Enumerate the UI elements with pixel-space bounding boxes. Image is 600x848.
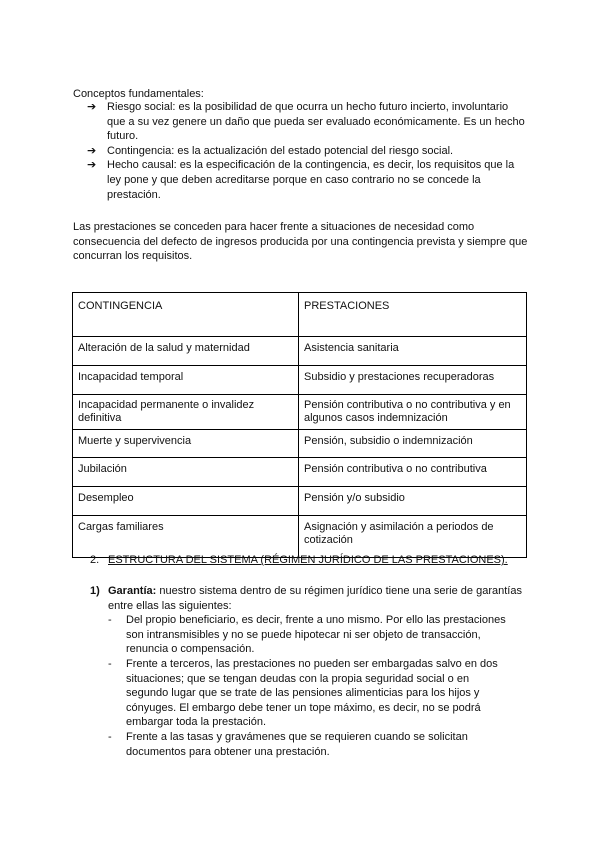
dash-bullet-icon: - <box>108 614 112 627</box>
arrow-bullet-icon: ➔ <box>87 101 97 113</box>
garantia-item-text: Frente a terceros, las prestaciones no pueden ser embargadas salvo en dos situaciones; que se tengan deudas con la propia seguridad social o en segundo lugar que se trate de las pensiones alimenticias para los hijos y cónyuges. El embargo debe tener un tope máximo, es decir, no se podrá embargar toda la prestación. <box>126 657 498 729</box>
garantias-list <box>90 613 508 759</box>
table-row <box>73 487 527 516</box>
concepts-heading: Conceptos fundamentales: <box>73 88 204 100</box>
garantia-number: 1) <box>90 585 100 597</box>
table-cell: Pensión, subsidio o indemnización <box>299 430 527 458</box>
table-row <box>73 430 527 458</box>
table-header-row <box>73 293 527 337</box>
list-item <box>108 657 508 730</box>
garantia-text: nuestro sistema dentro de su régimen jurídico tiene una serie de garantías entre ellas las siguientes: <box>108 585 522 612</box>
arrow-bullet-icon: ➔ <box>87 159 97 172</box>
garantia-block <box>90 584 535 759</box>
list-item <box>87 100 527 144</box>
column-header-contingencia: CONTINGENCIA <box>73 293 299 337</box>
table-row <box>73 458 527 487</box>
dash-bullet-icon: - <box>108 730 112 743</box>
garantia-label: Garantía: <box>108 585 157 597</box>
table-cell: Asignación y asimilación a periodos de cotización <box>299 516 527 558</box>
table-cell: Incapacidad temporal <box>73 366 299 395</box>
table-cell: Desempleo <box>73 487 299 516</box>
list-item <box>108 613 508 657</box>
list-item <box>87 144 527 159</box>
arrow-bullet-icon: ➔ <box>87 144 97 157</box>
dash-bullet-icon: - <box>108 657 112 670</box>
table-cell: Cargas familiares <box>73 516 299 558</box>
table-cell: Alteración de la salud y maternidad <box>73 337 299 366</box>
table-cell: Muerte y supervivencia <box>73 430 299 458</box>
concept-hecho-causal: Hecho causal: es la especificación de la contingencia, es decir, los requisitos que la ley pone y que deben acreditarse porque en caso contrario no se concede la prestación. <box>107 159 515 201</box>
garantia-item-text: Frente a las tasas y gravámenes que se requieren cuando se solicitan documentos para obtener una prestación. <box>126 730 468 758</box>
list-item <box>87 158 527 202</box>
section-number: 2. <box>90 554 100 566</box>
table-cell: Pensión contributiva o no contributiva <box>299 458 527 487</box>
table-row <box>73 337 527 366</box>
table-row <box>73 366 527 395</box>
contingencias-table <box>72 292 527 558</box>
garantia-item-text: Del propio beneficiario, es decir, frente a uno mismo. Por ello las prestaciones son intransmisibles y no se puede hipotecar ni ser objeto de transacción, renuncia o compensación. <box>126 614 506 656</box>
concept-riesgo-social: Riesgo social: es la posibilidad de que ocurra un hecho futuro incierto, involuntario que a su vez genere un daño que pueda ser evaluado económicamente. Es un hecho futuro. <box>107 101 525 143</box>
section-heading <box>90 553 508 568</box>
prestaciones-paragraph: Las prestaciones se conceden para hacer frente a situaciones de necesidad como consecuencia del defecto de ingresos producida por una contingencia prevista y siempre que concurran los requisitos. <box>73 221 528 263</box>
table-cell: Incapacidad permanente o invalidez definitiva <box>73 395 299 430</box>
table-cell: Pensión y/o subsidio <box>299 487 527 516</box>
concept-contingencia: Contingencia: es la actualización del estado potencial del riesgo social. <box>107 144 454 157</box>
table-cell: Pensión contributiva o no contributiva y en algunos casos indemnización <box>299 395 527 430</box>
concepts-list <box>87 100 527 202</box>
column-header-prestaciones: PRESTACIONES <box>299 293 527 337</box>
table-row <box>73 395 527 430</box>
list-item <box>108 730 508 759</box>
table-row <box>73 516 527 558</box>
table-cell: Asistencia sanitaria <box>299 337 527 366</box>
garantia-intro <box>90 584 535 613</box>
table-cell: Jubilación <box>73 458 299 487</box>
section-title: ESTRUCTURA DEL SISTEMA (RÉGIMEN JURÍDICO DE LAS PRESTACIONES). <box>108 554 508 566</box>
table-cell: Subsidio y prestaciones recuperadoras <box>299 366 527 395</box>
